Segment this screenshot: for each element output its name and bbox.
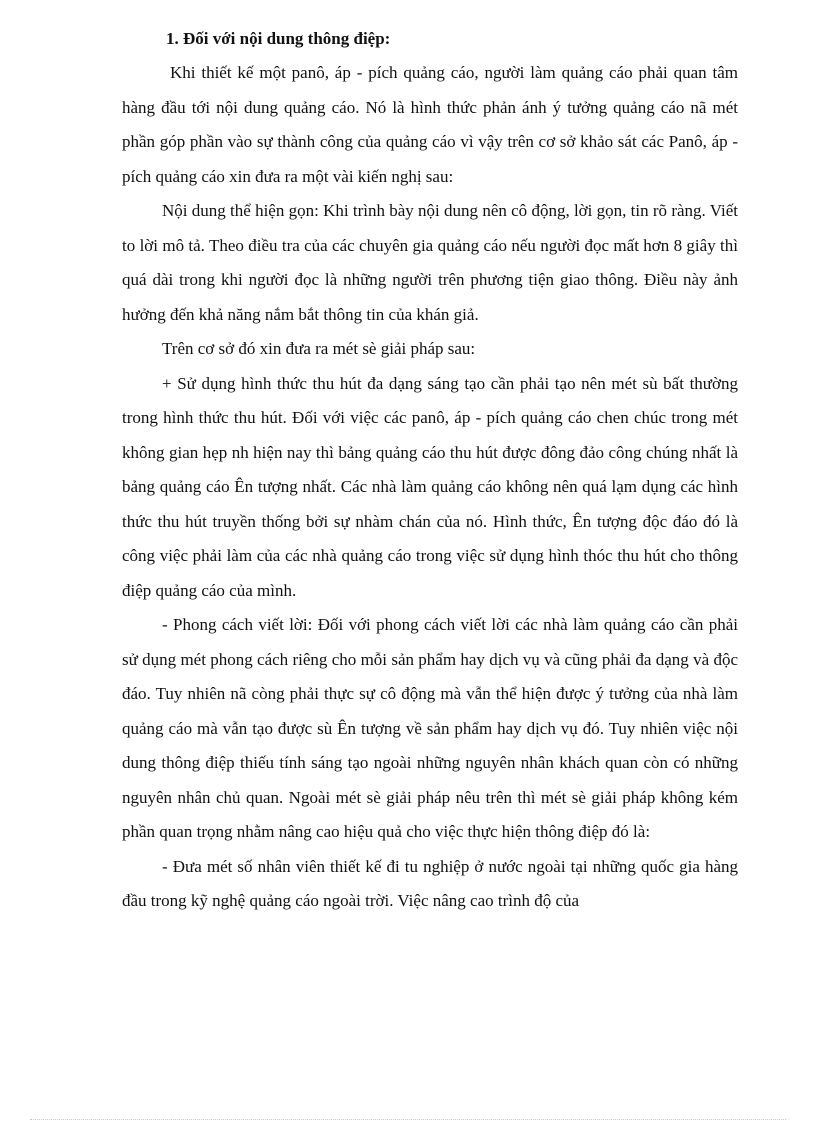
paragraph-intro: Khi thiết kế một panô, áp - pích quảng cáo, người làm quảng cáo phải quan tâm hàng đầu tới nội dung quảng cáo. Nó là hình thức phản ánh ý tưởng quảng cáo nã mét phần góp phần vào sự thành công của quảng cáo vì vậy trên cơ sở khảo sát các Panô, áp - pích quảng cáo xin đưa ra một vài kiến nghị sau: <box>122 63 738 186</box>
page-bottom-divider <box>30 1119 786 1120</box>
paragraph-attraction-form: + Sử dụng hình thức thu hút đa dạng sáng tạo cần phải tạo nên mét sù bất thường trong hình thức thu hút. Đối với việc các panô, áp - pích quảng cáo chen chúc trong mét không gian hẹp nh hiện nay thì bảng quảng cáo thu hút được đông đảo công chúng nhất là bảng quảng cáo Ên tượng nhất. Các nhà làm quảng cáo không nên quá lạm dụng các hình thức thu hút truyền thống bởi sự nhàm chán của nó. Hình thức, Ên tượng độc đáo đó là công việc phải làm của các nhà quảng cáo trong việc sử dụng hình thóc thu hút cho thông điệp quảng cáo của mình. <box>122 373 738 600</box>
paragraph-solutions-intro: Trên cơ sở đó xin đưa ra mét sè giải pháp sau: <box>162 339 476 358</box>
paragraph-writing-style: - Phong cách viết lời: Đối với phong cách viết lời các nhà làm quảng cáo cần phải sử dụng mét phong cách riêng cho mỗi sản phẩm hay dịch vụ và cũng phải đa dạng và độc đáo. Tuy nhiên nã còng phải thực sự cô động mà vẫn thể hiện được ý tưởng của nhà làm quảng cáo mà vẫn tạo được sù Ên tượng về sản phẩm hay dịch vụ đó. Tuy nhiên việc nội dung thông điệp thiếu tính sáng tạo ngoài những nguyên nhân khách quan còn có những nguyên nhân chủ quan. Ngoài mét sè giải pháp nêu trên thì mét sè giải pháp không kém phần quan trọng nhằm nâng cao hiệu quả cho việc thực hiện thông điệp đó là: <box>122 615 738 841</box>
document-page <box>122 22 738 919</box>
paragraph-concise-content: Nội dung thể hiện gọn: Khi trình bày nội dung nên cô động, lời gọn, tin rõ ràng. Viết to lời mô tả. Theo điều tra của các chuyên gia quảng cáo nếu người đọc mất hơn 8 giây thì quá dài trong khi người đọc là những người trên phương tiện giao thông. Điều này ảnh hưởng đến khả năng nắm bắt thông tin của khán giả. <box>122 201 738 324</box>
paragraph-training-abroad: - Đưa mét số nhân viên thiết kế đi tu nghiệp ở nước ngoài tại những quốc gia hàng đầu trong kỹ nghệ quảng cáo ngoài trời. Việc nâng cao trình độ của <box>122 856 738 910</box>
section-heading: 1. Đối với nội dung thông điệp: <box>166 29 391 48</box>
